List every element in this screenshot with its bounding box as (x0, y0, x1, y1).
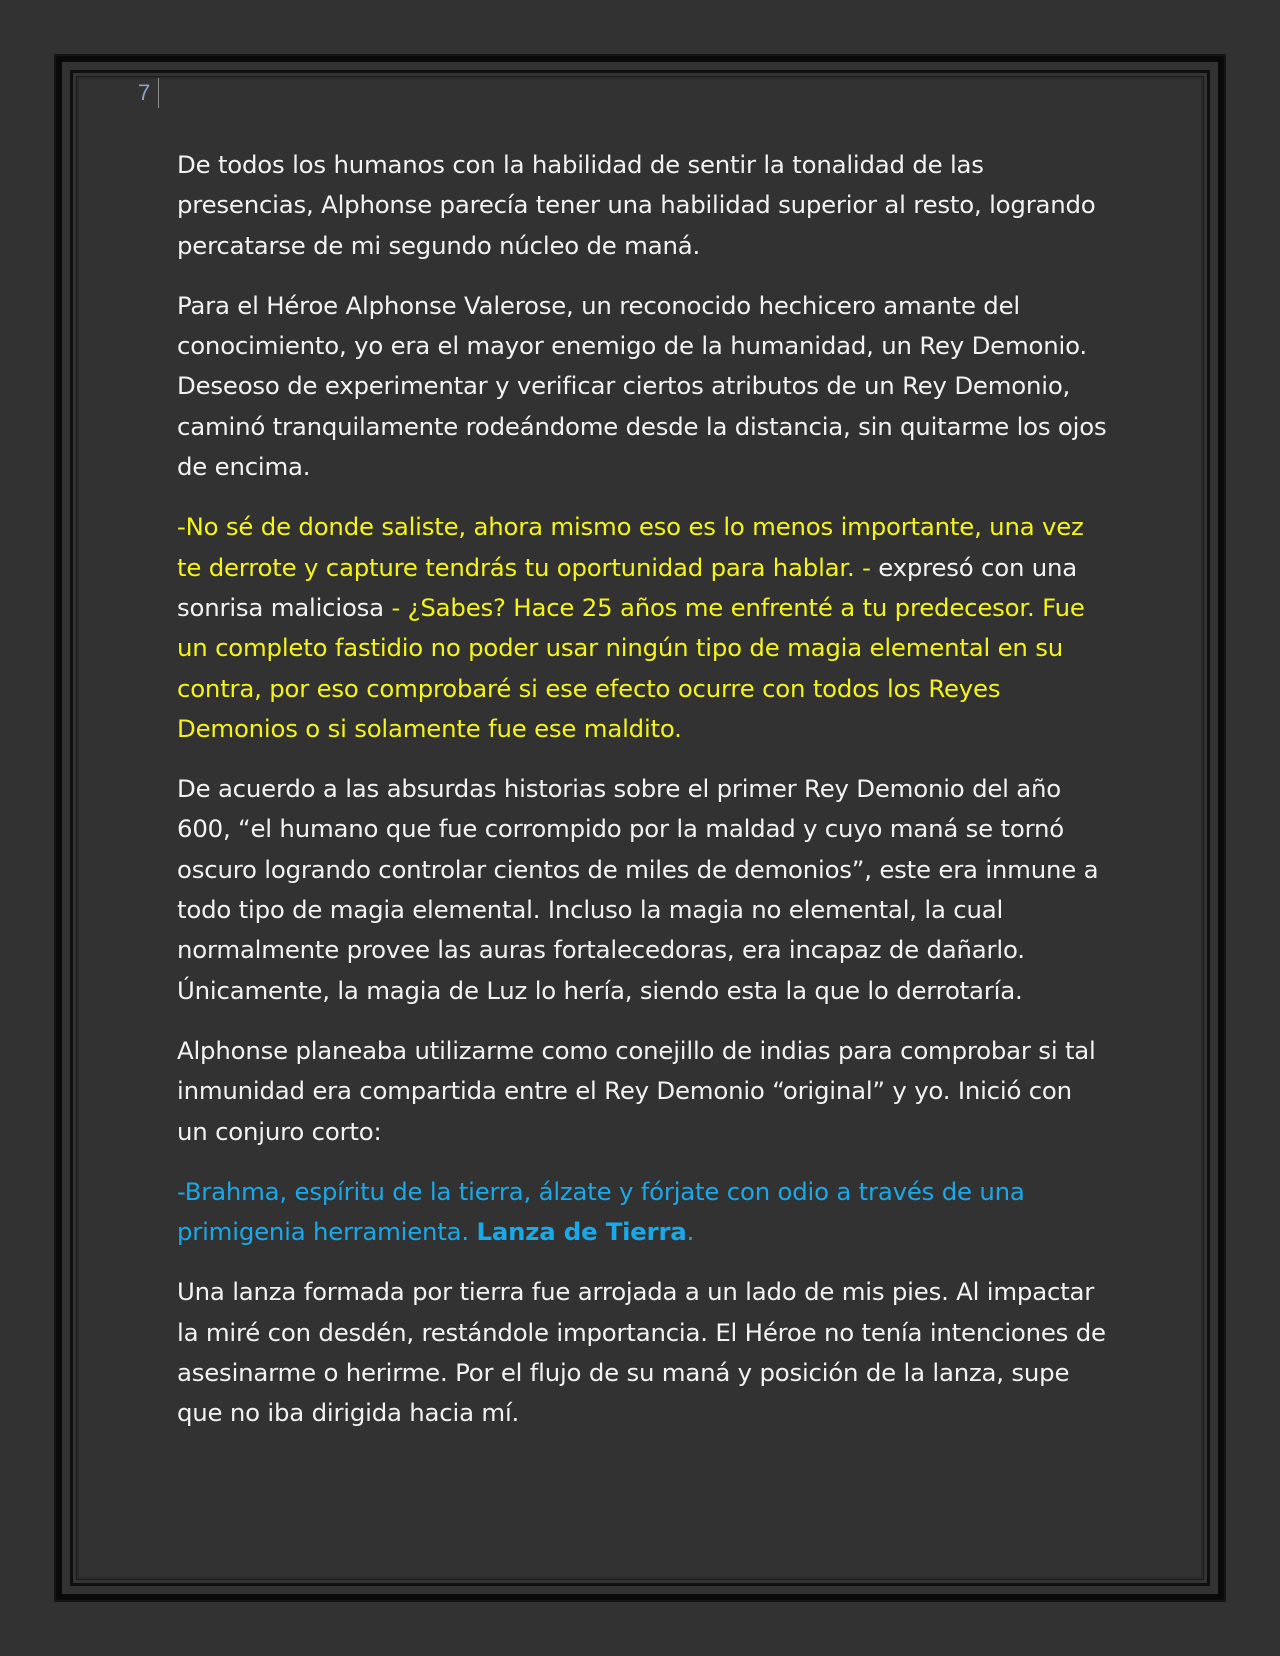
narration-text: expresó con una sonrisa maliciosa (177, 552, 1078, 622)
paragraph: Para el Héroe Alphonse Valerose, un reconocido hechicero amante del conocimiento, yo era el mayor enemigo de la humanidad, un Rey Demonio. Deseoso de experimentar y verificar ciertos atributos de un Rey Demonio, caminó tranquilamente rodeándome desde la distancia, sin quitarme los ojos de encima. (177, 290, 1107, 482)
spell-paragraph (177, 1172, 1107, 1253)
paragraph: Una lanza formada por tierra fue arrojada a un lado de mis pies. Al impactar la miré con desdén, restándole importancia. El Héroe no tenía intenciones de asesinarme o herirme. Por el flujo de su maná y posición de la lanza, supe que no iba dirigida hacia mí. (177, 1277, 1106, 1428)
incantation-end: . (686, 1217, 695, 1247)
page-number: 7 (138, 78, 159, 108)
paragraph: De todos los humanos con la habilidad de sentir la tonalidad de las presencias, Alphonse parecía tener una habilidad superior al resto, logrando percatarse de mi segundo núcleo de maná. (177, 150, 1096, 260)
paragraph: De acuerdo a las absurdas historias sobre el primer Rey Demonio del año 600, “el humano que fue corrompido por la maldad y cuyo maná se tornó oscuro logrando controlar cientos de miles de demonios”, este era inmune a todo tipo de magia elemental. Incluso la magia no elemental, la cual normalmente provee las auras fortalecedoras, era incapaz de dañarlo. Únicamente, la magia de Luz lo hería, siendo esta la que lo derrotaría. (177, 774, 1099, 1005)
page-body (177, 145, 1107, 1454)
paragraph: Alphonse planeaba utilizarme como conejillo de indias para comprobar si tal inmunidad era compartida entre el Rey Demonio “original” y yo. Inició con un conjuro corto: (177, 1035, 1096, 1146)
dialogue-paragraph (177, 507, 1107, 749)
dialogue-text: -No sé de donde saliste, ahora mismo eso es lo menos importante, una vez te derrote y capture tendrás tu oportunidad para hablar. - (177, 512, 1084, 582)
incantation-text: -Brahma, espíritu de la tierra, álzate y fórjate con odio a través de una primigenia herramienta. (177, 1176, 1025, 1247)
dialogue-text: - ¿Sabes? Hace 25 años me enfrenté a tu predecesor. Fue un completo fastidio no poder usar ningún tipo de magia elemental en su contra, por eso comprobaré si ese efecto ocurre con todos los Reyes Demonios o si solamente fue ese maldito. (177, 592, 1085, 743)
spell-name: Lanza de Tierra (476, 1217, 687, 1247)
